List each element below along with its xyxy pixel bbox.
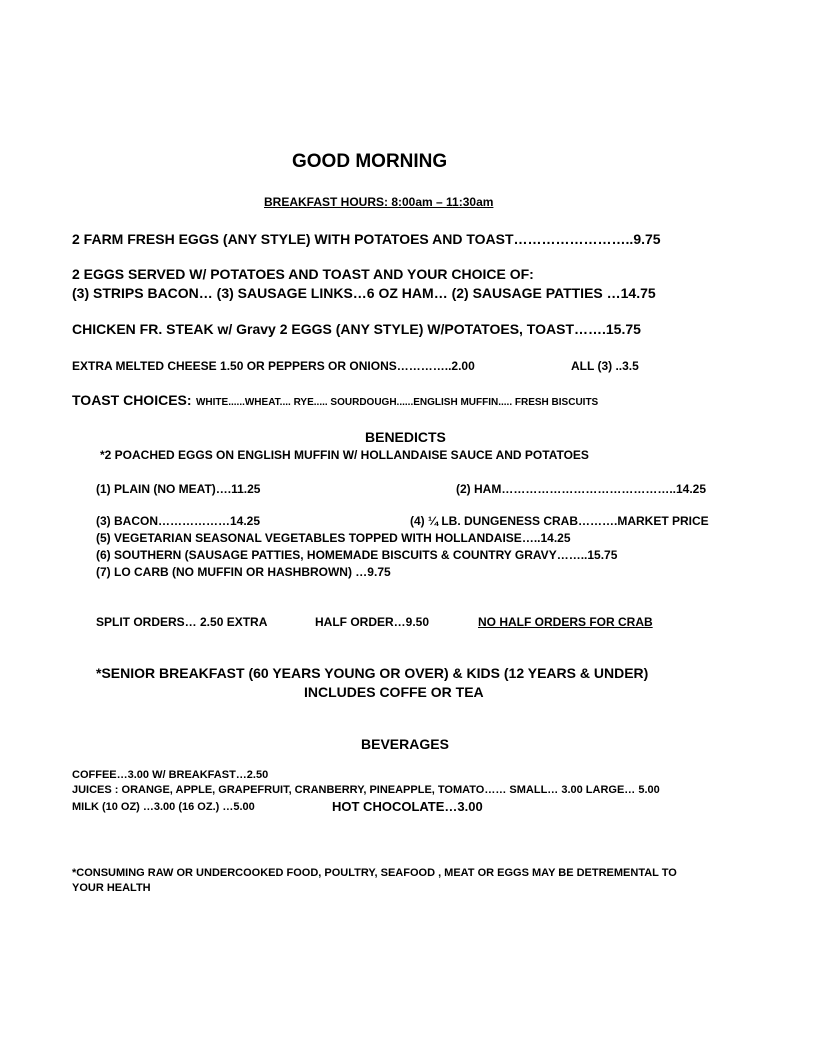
- senior-includes-line: INCLUDES COFFE OR TEA: [304, 684, 484, 700]
- menu-item-chicken-steak: CHICKEN FR. STEAK w/ Gravy 2 EGGS (ANY STYLE) W/POTATOES, TOAST…….15.75: [72, 321, 641, 337]
- benedict-southern: (6) SOUTHERN (SAUSAGE PATTIES, HOMEMADE BISCUITS & COUNTRY GRAVY……..15.75: [96, 548, 618, 562]
- menu-item-choice-options: (3) STRIPS BACON… (3) SAUSAGE LINKS…6 OZ HAM… (2) SAUSAGE PATTIES …14.75: [72, 285, 656, 301]
- menu-item-extras-all: ALL (3) ..3.5: [571, 359, 639, 373]
- toast-choices-options: WHITE......WHEAT.... RYE..... SOURDOUGH......ENGLISH MUFFIN..... FRESH BISCUITS: [195, 397, 599, 408]
- benedict-vegetarian: (5) VEGETARIAN SEASONAL VEGETABLES TOPPED WITH HOLLANDAISE…..14.25: [96, 531, 571, 545]
- benedict-bacon: (3) BACON………………14.25: [96, 514, 261, 528]
- no-half-orders-crab: NO HALF ORDERS FOR CRAB: [478, 615, 653, 629]
- benedict-crab: (4) ¼ LB. DUNGENESS CRAB……….MARKET PRICE: [410, 514, 709, 528]
- beverages-heading: BEVERAGES: [361, 736, 449, 752]
- half-order: HALF ORDER…9.50: [315, 615, 430, 629]
- benedicts-note: *2 POACHED EGGS ON ENGLISH MUFFIN W/ HOLLANDAISE SAUCE AND POTATOES: [100, 448, 589, 462]
- page-title: GOOD MORNING: [292, 151, 448, 172]
- beverage-hot-chocolate: HOT CHOCOLATE…3.00: [332, 799, 483, 814]
- split-orders: SPLIT ORDERS… 2.50 EXTRA: [96, 615, 268, 629]
- benedict-ham: (2) HAM……………………………………..14.25: [456, 482, 707, 496]
- benedict-lo-carb: (7) LO CARB (NO MUFFIN OR HASHBROWN) …9.75: [96, 565, 391, 579]
- menu-item-choice-intro: 2 EGGS SERVED W/ POTATOES AND TOAST AND YOUR CHOICE OF:: [72, 266, 534, 282]
- senior-breakfast-line: *SENIOR BREAKFAST (60 YEARS YOUNG OR OVER) & KIDS (12 YEARS & UNDER): [96, 665, 649, 681]
- health-warning-line-1: *CONSUMING RAW OR UNDERCOOKED FOOD, POULTRY, SEAFOOD , MEAT OR EGGS MAY BE DETREMENTAL TO: [72, 867, 677, 879]
- toast-choices-label: TOAST CHOICES:: [72, 392, 192, 408]
- breakfast-hours: BREAKFAST HOURS: 8:00am – 11:30am: [264, 195, 494, 209]
- beverage-coffee: COFFEE…3.00 W/ BREAKFAST…2.50: [72, 769, 269, 781]
- beverage-milk: MILK (10 OZ) …3.00 (16 OZ.) …5.00: [72, 801, 255, 813]
- beverage-juices: JUICES : ORANGE, APPLE, GRAPEFRUIT, CRANBERRY, PINEAPPLE, TOMATO…… SMALL… 3.00 LARGE… 5.00: [72, 784, 660, 796]
- menu-item-farm-eggs: 2 FARM FRESH EGGS (ANY STYLE) WITH POTATOES AND TOAST……………………..9.75: [72, 231, 661, 247]
- benedict-plain: (1) PLAIN (NO MEAT)….11.25: [96, 482, 261, 496]
- toast-choices-row: [72, 393, 598, 409]
- benedicts-heading: BENEDICTS: [365, 429, 446, 445]
- menu-item-extras: EXTRA MELTED CHEESE 1.50 OR PEPPERS OR ONIONS…………..2.00: [72, 359, 475, 373]
- health-warning-line-2: YOUR HEALTH: [72, 882, 151, 894]
